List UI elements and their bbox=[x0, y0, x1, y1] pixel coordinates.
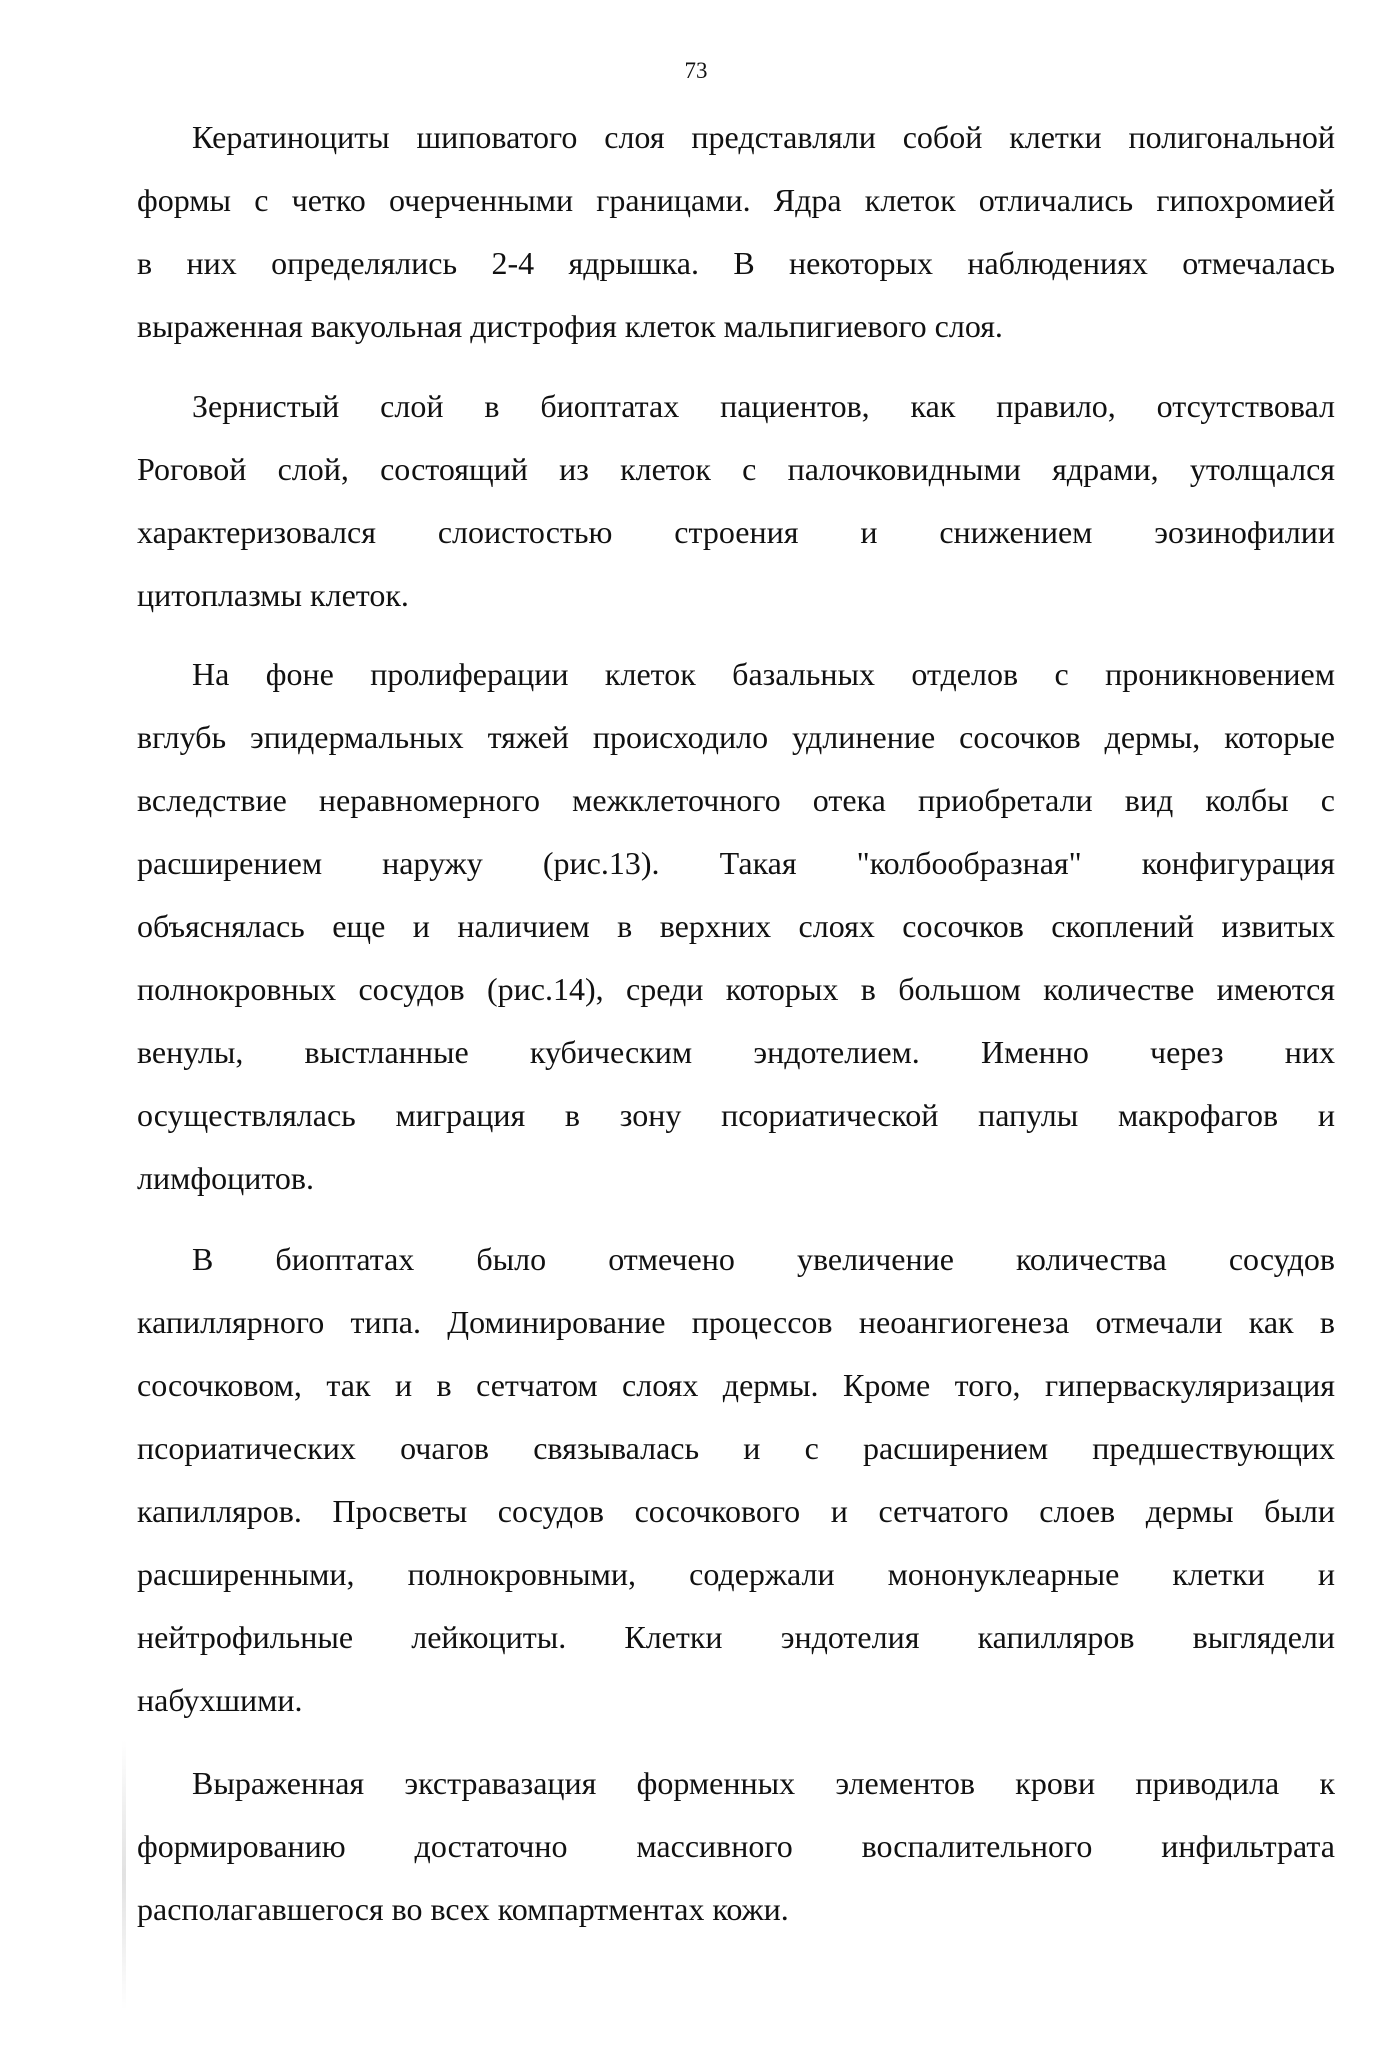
paragraph-line: выраженная вакуольная дистрофия клеток мальпигиевого слоя. bbox=[137, 308, 1003, 344]
paragraph-line: набухшими. bbox=[137, 1682, 303, 1718]
paragraph-line: расширенными, полнокровными, содержали мононуклеарные клетки и bbox=[137, 1556, 1335, 1592]
page-number: 73 bbox=[684, 58, 708, 83]
paragraph-line: Кератиноциты шиповатого слоя представляли собой клетки полигональной bbox=[192, 119, 1335, 155]
paragraph-line: осуществлялась миграция в зону псориатической папулы макрофагов и bbox=[137, 1097, 1335, 1133]
paragraph-line: вследствие неравномерного межклеточного отека приобретали вид колбы с bbox=[137, 782, 1335, 818]
paragraph-line: сосочковом, так и в сетчатом слоях дермы. Кроме того, гиперваскуляризация bbox=[137, 1367, 1335, 1403]
paragraph-line: Выраженная экстравазация форменных элементов крови приводила к bbox=[192, 1765, 1335, 1801]
paragraph-line: в них определялись 2-4 ядрышка. В некоторых наблюдениях отмечалась bbox=[137, 245, 1335, 281]
paragraph-line: Роговой слой, состоящий из клеток с палочковидными ядрами, утолщался bbox=[137, 451, 1335, 487]
paragraph-line: лимфоцитов. bbox=[137, 1160, 314, 1196]
paragraph-line: характеризовался слоистостью строения и снижением эозинофилии bbox=[137, 514, 1335, 550]
scan-artifact bbox=[122, 1740, 126, 2010]
paragraph-1 bbox=[137, 106, 1335, 358]
paragraph-4 bbox=[137, 1228, 1335, 1732]
paragraph-line: полнокровных сосудов (рис.14), среди которых в большом количестве имеются bbox=[137, 971, 1335, 1007]
paragraph-line: объяснялась еще и наличием в верхних слоях сосочков скоплений извитых bbox=[137, 908, 1335, 944]
paragraph-line: На фоне пролиферации клеток базальных отделов с проникновением bbox=[192, 656, 1335, 692]
paragraph-line: Зернистый слой в биоптатах пациентов, как правило, отсутствовал bbox=[192, 388, 1335, 424]
paragraph-line: формированию достаточно массивного воспалительного инфильтрата bbox=[137, 1828, 1335, 1864]
paragraph-line: располагавшегося во всех компартментах кожи. bbox=[137, 1891, 789, 1927]
paragraph-line: венулы, выстланные кубическим эндотелием. Именно через них bbox=[137, 1034, 1335, 1070]
paragraph-line: капилляров. Просветы сосудов сосочкового и сетчатого слоев дермы были bbox=[137, 1493, 1335, 1529]
paragraph-line: вглубь эпидермальных тяжей происходило удлинение сосочков дермы, которые bbox=[137, 719, 1335, 755]
paragraph-line: формы с четко очерченными границами. Ядра клеток отличались гипохромией bbox=[137, 182, 1335, 218]
paragraph-line: расширением наружу (рис.13). Такая "колбообразная" конфигурация bbox=[137, 845, 1335, 881]
paragraph-line: цитоплазмы клеток. bbox=[137, 577, 409, 613]
paragraph-line: капиллярного типа. Доминирование процессов неоангиогенеза отмечали как в bbox=[137, 1304, 1335, 1340]
paragraph-2 bbox=[137, 375, 1335, 627]
paragraph-line: В биоптатах было отмечено увеличение количества сосудов bbox=[192, 1241, 1335, 1277]
paragraph-3 bbox=[137, 643, 1335, 1210]
paragraph-line: нейтрофильные лейкоциты. Клетки эндотелия капилляров выглядели bbox=[137, 1619, 1335, 1655]
paragraph-5 bbox=[137, 1752, 1335, 1941]
paragraph-line: псориатических очагов связывалась и с расширением предшествующих bbox=[137, 1430, 1335, 1466]
